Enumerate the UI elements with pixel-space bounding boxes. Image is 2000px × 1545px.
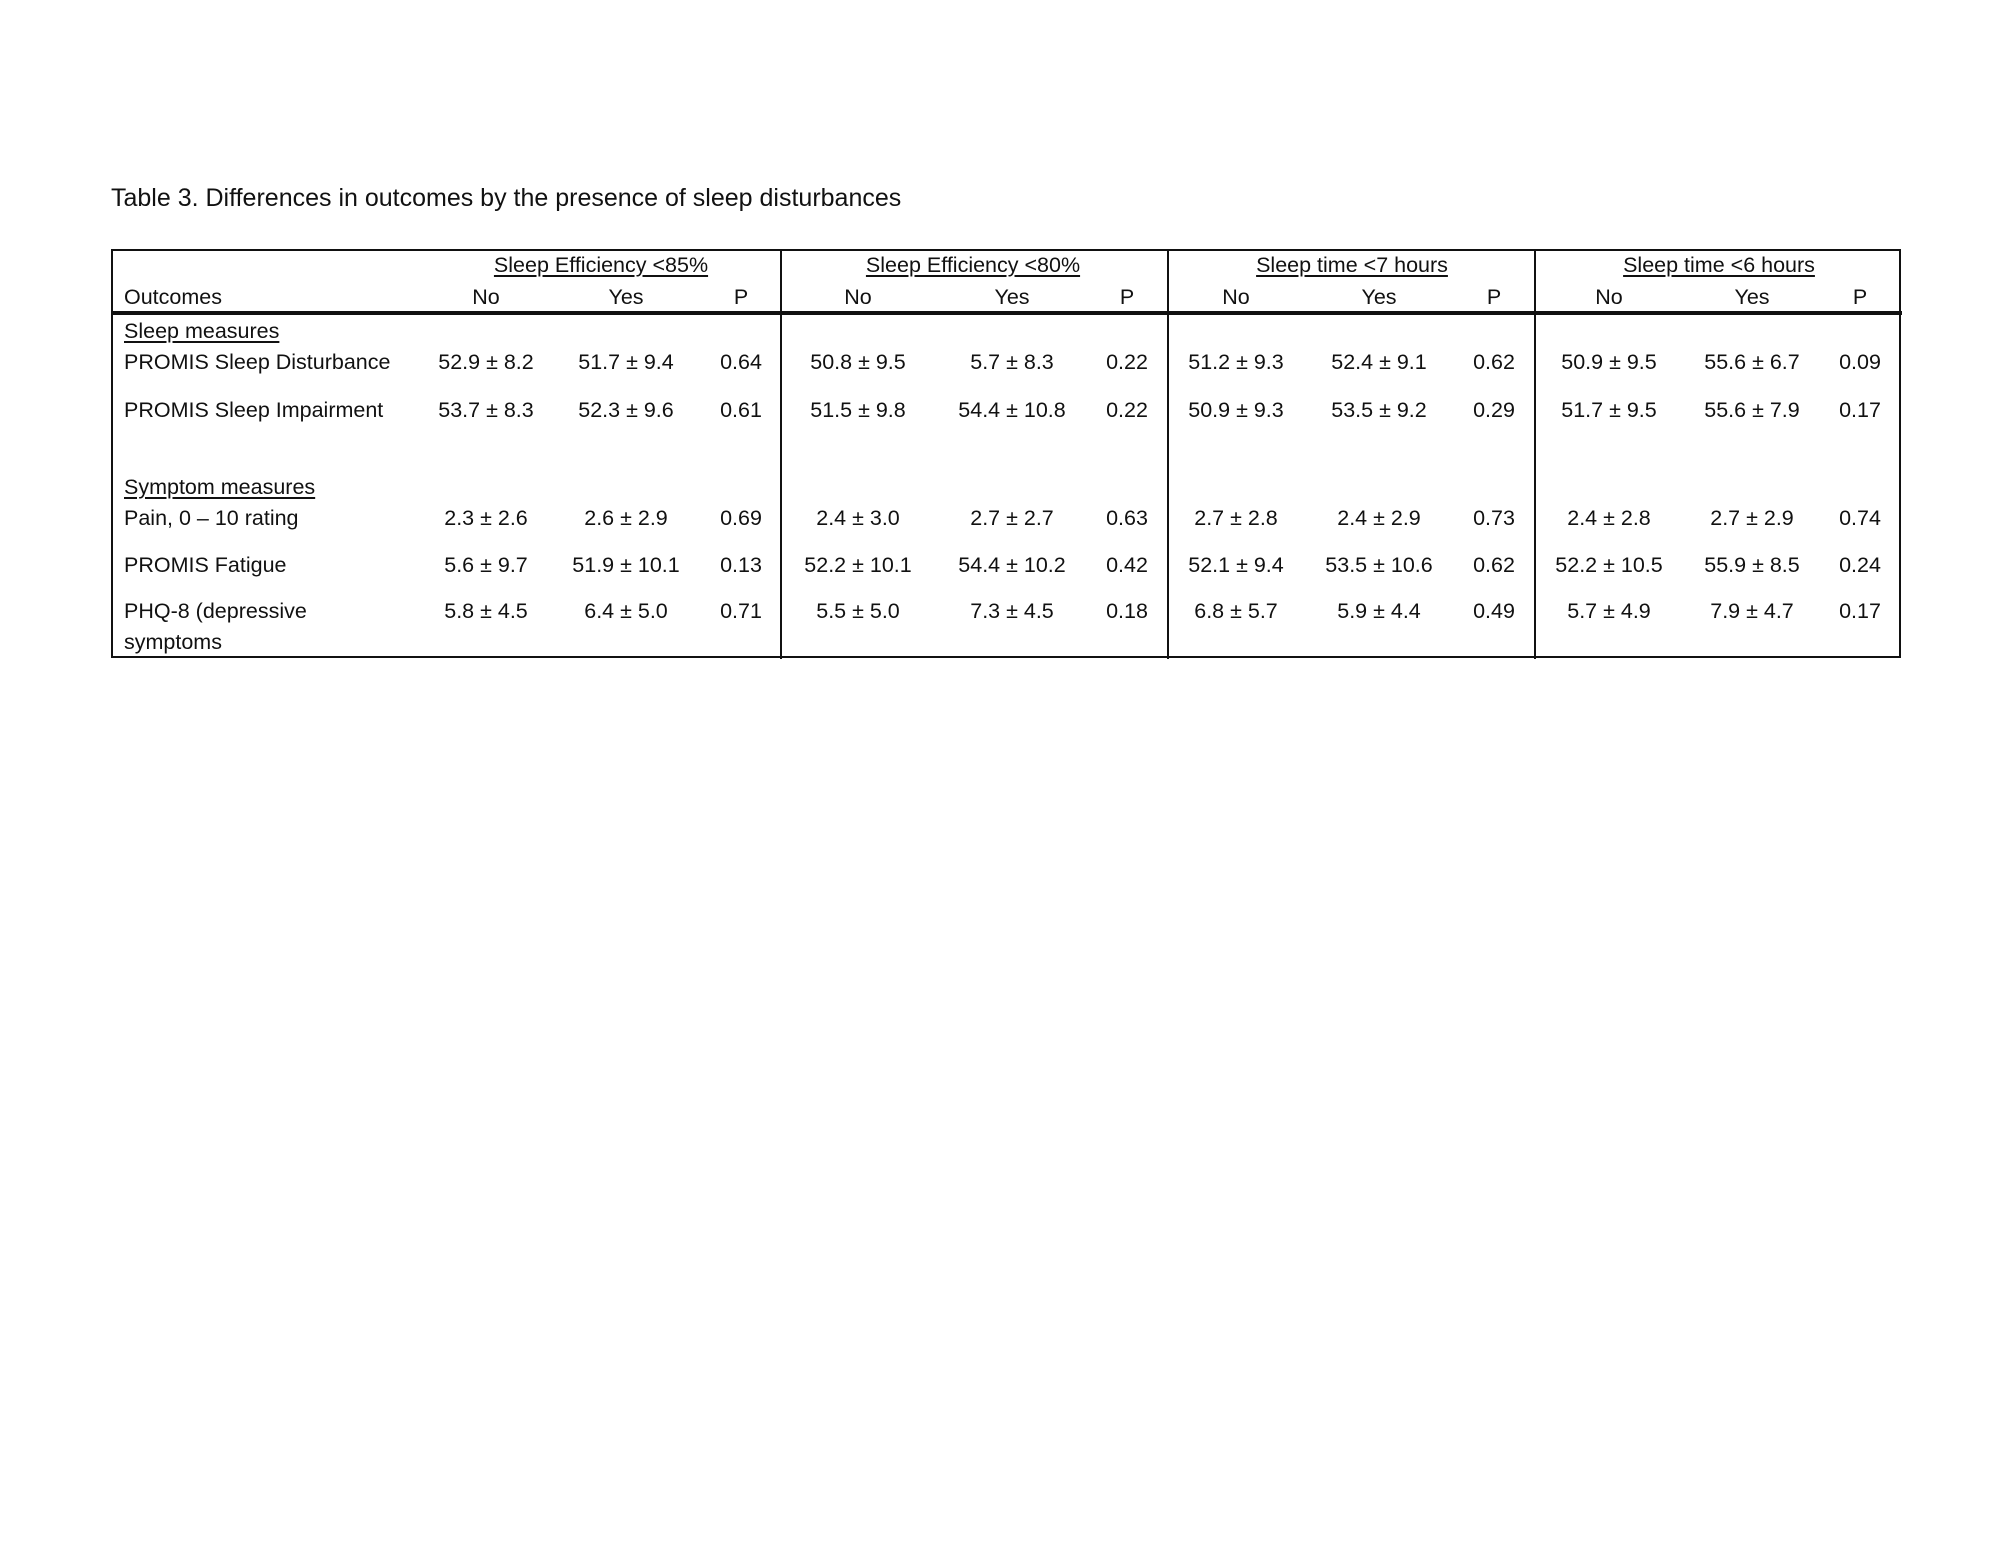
outcomes-header: Outcomes (124, 285, 222, 309)
table-cell: 0.17 (1839, 599, 1881, 623)
table-cell: 5.8 ± 4.5 (444, 599, 528, 623)
table-cell: 0.61 (720, 398, 762, 422)
table-cell: 0.74 (1839, 506, 1881, 530)
table-cell: 7.3 ± 4.5 (970, 599, 1054, 623)
column-header: No (472, 285, 500, 309)
table-cell: 0.71 (720, 599, 762, 623)
table-cell: 53.7 ± 8.3 (438, 398, 534, 422)
column-header: P (1852, 285, 1868, 309)
table-cell: 0.63 (1106, 506, 1148, 530)
row-label: symptoms (124, 630, 222, 654)
table-cell: 2.4 ± 2.8 (1567, 506, 1651, 530)
table-cell: 52.9 ± 8.2 (438, 350, 534, 374)
table-cell: 52.3 ± 9.6 (578, 398, 674, 422)
column-header: No (844, 285, 872, 309)
section-header: Sleep measures (124, 319, 280, 343)
column-header: Yes (1361, 285, 1397, 309)
table-cell: 0.64 (720, 350, 762, 374)
group-header: Sleep time <7 hours (1256, 253, 1448, 277)
table-cell: 52.2 ± 10.5 (1555, 553, 1663, 577)
group-header: Sleep time <6 hours (1623, 253, 1815, 277)
table-cell: 2.7 ± 2.7 (970, 506, 1054, 530)
table-title: Table 3. Differences in outcomes by the presence of sleep disturbances (111, 184, 902, 212)
column-header: P (1119, 285, 1135, 309)
column-header: No (1222, 285, 1250, 309)
section-header: Symptom measures (124, 475, 316, 499)
table-cell: 55.6 ± 7.9 (1704, 398, 1800, 422)
table-cell: 55.6 ± 6.7 (1704, 350, 1800, 374)
column-header: No (1595, 285, 1623, 309)
table-cell: 55.9 ± 8.5 (1704, 553, 1800, 577)
table-cell: 54.4 ± 10.2 (958, 553, 1066, 577)
table-cell: 2.3 ± 2.6 (444, 506, 528, 530)
table-cell: 5.7 ± 8.3 (970, 350, 1054, 374)
row-label: PROMIS Sleep Disturbance (124, 350, 391, 374)
table-cell: 51.7 ± 9.5 (1561, 398, 1657, 422)
table-cell: 54.4 ± 10.8 (958, 398, 1066, 422)
header-rule (111, 311, 1902, 315)
table-cell: 0.73 (1473, 506, 1515, 530)
column-header: Yes (1734, 285, 1770, 309)
table-cell: 6.8 ± 5.7 (1194, 599, 1278, 623)
column-header: Yes (608, 285, 644, 309)
table-cell: 0.69 (720, 506, 762, 530)
table-cell: 5.5 ± 5.0 (816, 599, 900, 623)
table-cell: 0.24 (1839, 553, 1881, 577)
table-cell: 52.1 ± 9.4 (1188, 553, 1284, 577)
table-cell: 52.4 ± 9.1 (1331, 350, 1427, 374)
table-cell: 51.5 ± 9.8 (810, 398, 906, 422)
table-cell: 0.29 (1473, 398, 1515, 422)
row-label: Pain, 0 – 10 rating (124, 506, 299, 530)
table-cell: 53.5 ± 9.2 (1331, 398, 1427, 422)
table-cell: 2.7 ± 2.9 (1710, 506, 1794, 530)
table-cell: 5.9 ± 4.4 (1337, 599, 1421, 623)
column-header: P (1486, 285, 1502, 309)
group-header: Sleep Efficiency <85% (493, 253, 709, 277)
table-cell: 53.5 ± 10.6 (1325, 553, 1433, 577)
table-cell: 0.62 (1473, 553, 1515, 577)
table-cell: 0.22 (1106, 350, 1148, 374)
table-cell: 2.7 ± 2.8 (1194, 506, 1278, 530)
column-header: Yes (994, 285, 1030, 309)
row-label: PROMIS Fatigue (124, 553, 287, 577)
table-cell: 0.17 (1839, 398, 1881, 422)
table-cell: 2.6 ± 2.9 (584, 506, 668, 530)
table-cell: 0.49 (1473, 599, 1515, 623)
table-cell: 50.8 ± 9.5 (810, 350, 906, 374)
table-cell: 5.7 ± 4.9 (1567, 599, 1651, 623)
table-cell: 6.4 ± 5.0 (584, 599, 668, 623)
table-cell: 52.2 ± 10.1 (804, 553, 912, 577)
group-header: Sleep Efficiency <80% (865, 253, 1081, 277)
table-cell: 2.4 ± 3.0 (816, 506, 900, 530)
table-cell: 50.9 ± 9.3 (1188, 398, 1284, 422)
table-cell: 0.62 (1473, 350, 1515, 374)
table-cell: 0.13 (720, 553, 762, 577)
table-cell: 51.7 ± 9.4 (578, 350, 674, 374)
table-cell: 2.4 ± 2.9 (1337, 506, 1421, 530)
table-cell: 0.18 (1106, 599, 1148, 623)
row-label: PHQ-8 (depressive (124, 599, 307, 623)
column-header: P (733, 285, 749, 309)
row-label: PROMIS Sleep Impairment (124, 398, 384, 422)
table-cell: 7.9 ± 4.7 (1710, 599, 1794, 623)
table-cell: 50.9 ± 9.5 (1561, 350, 1657, 374)
table-cell: 0.22 (1106, 398, 1148, 422)
table-cell: 51.9 ± 10.1 (572, 553, 680, 577)
table-cell: 0.42 (1106, 553, 1148, 577)
table-cell: 0.09 (1839, 350, 1881, 374)
table-cell: 5.6 ± 9.7 (444, 553, 528, 577)
table-cell: 51.2 ± 9.3 (1188, 350, 1284, 374)
